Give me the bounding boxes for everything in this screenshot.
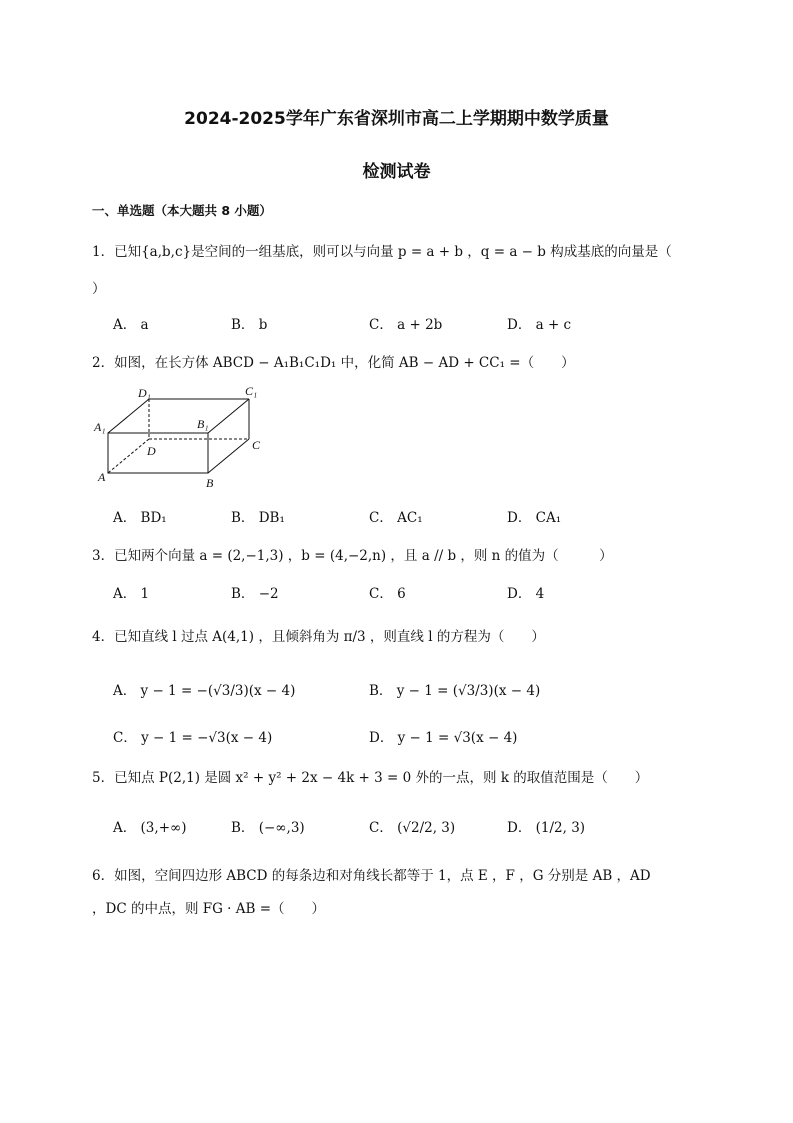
question-5-option-d: D． (1/2, 3)	[507, 820, 586, 836]
question-2-option-d: D． CA₁	[507, 510, 562, 526]
question-1-option-b: B． b	[231, 317, 268, 333]
question-1-option-a: A． a	[113, 317, 149, 333]
question-2-option-a: A． BD₁	[113, 510, 167, 526]
label-a1: A₁	[94, 420, 106, 434]
label-d: D	[147, 444, 156, 458]
question-4-text: 4．已知直线 l 过点 A(4,1) ，且倾斜角为 π/3 ，则直线 l 的方程为（ ）	[92, 629, 545, 645]
title-line-2: 检测试卷	[362, 162, 431, 182]
question-3-text: 3．已知两个向量 a = (2,−1,3) ，b = (4,−2,n) ，且 a // b ，则 n 的值为（ ）	[92, 548, 613, 564]
label-c1: C₁	[245, 384, 258, 398]
label-d1: D₁	[138, 386, 151, 400]
question-4-option-c: C． y − 1 = −√3(x − 4)	[113, 730, 273, 746]
question-2-option-c: C． AC₁	[369, 510, 423, 526]
label-c: C	[252, 438, 261, 452]
question-1-text: 1．已知{a,b,c}是空间的一组基底，则可以与向量 p = a + b ，q = a − b 构成基底的向量是（	[92, 244, 672, 260]
question-1-option-d: D． a + c	[507, 317, 572, 333]
question-3-option-c: C． 6	[369, 586, 406, 602]
question-6-text: 6．如图，空间四边形 ABCD 的每条边和对角线长都等于 1，点 E ，F ，G 分别是 AB ，AD	[92, 868, 651, 884]
question-4-option-a: A． y − 1 = −(√3/3)(x − 4)	[113, 683, 296, 699]
question-1-text-cont: ）	[92, 281, 106, 297]
label-b1: B₁	[197, 417, 209, 431]
question-4-option-b: B． y − 1 = (√3/3)(x − 4)	[369, 683, 541, 699]
cuboid-figure	[92, 383, 272, 493]
question-1-option-c: C． a + 2b	[369, 317, 443, 333]
question-3-option-b: B． −2	[231, 586, 279, 602]
question-5-option-b: B． (−∞,3)	[231, 820, 305, 836]
section-heading: 一、单选题（本大题共 8 小题）	[92, 203, 272, 218]
question-2-option-b: B． DB₁	[231, 510, 285, 526]
question-5-option-a: A． (3,+∞)	[113, 820, 187, 836]
title-line-1: 2024-2025学年广东省深圳市高二上学期期中数学质量	[184, 109, 609, 129]
label-b: B	[206, 476, 214, 490]
label-a: A	[98, 470, 106, 484]
question-6-text-cont: ，DC 的中点，则 FG · AB =（ ）	[92, 901, 326, 917]
question-4-option-d: D． y − 1 = √3(x − 4)	[369, 730, 518, 746]
question-5-text: 5．已知点 P(2,1) 是圆 x² + y² + 2x − 4k + 3 = 0 外的一点，则 k 的取值范围是（ ）	[92, 770, 649, 786]
question-3-option-d: D． 4	[507, 586, 545, 602]
question-5-option-c: C． (√2/2, 3)	[369, 820, 456, 836]
question-2-text: 2．如图，在长方体 ABCD − A₁B₁C₁D₁ 中，化简 AB − AD + CC₁ =（ ）	[92, 355, 575, 371]
question-3-option-a: A． 1	[113, 586, 150, 602]
